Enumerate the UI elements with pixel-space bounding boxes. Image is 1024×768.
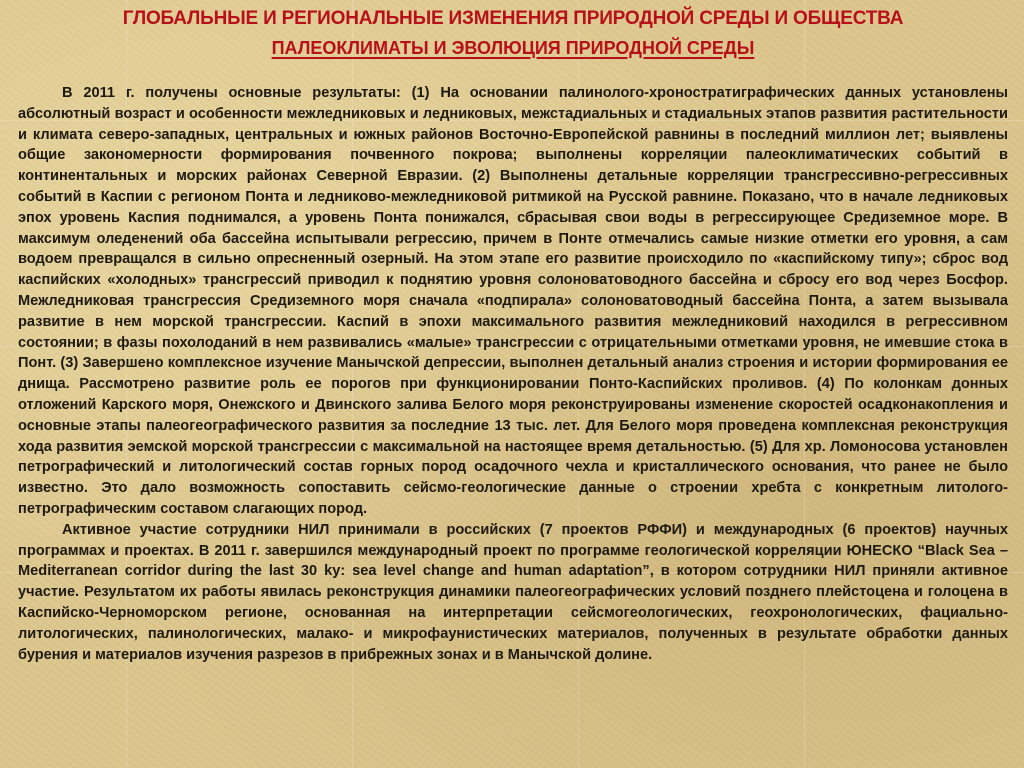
slide-subtitle-container — [18, 35, 1008, 63]
body-paragraph-results: В 2011 г. получены основные результаты: (1) На основании палинолого-хроностратиграфических данных установлены абсолютный возраст и особенности межледниковых и ледниковых, межстадиальных и стадиальных этапов развития растительности и климата северо-западных, центральных и южных районов Восточно-Европейской равнины в последний миллион лет; выявлены общие закономерности формирования почвенного покрова; выполнены корреляции палеоклиматических событий в континентальных и морских районах Северной Евразии. (2) Выполнены детальные корреляции трансгрессивно-регрессивных событий в Каспии с регионом Понта и ледниково-межледниковой ритмикой на Русской равнине. Показано, что в начале ледниковых эпох уровень Каспия поднимался, а уровень Понта понижался, сбрасывая свои воды в регрессирующее Средиземное море. В максимум оледенений оба бассейна испытывали регрессию, причем в Понте отмечались самые низкие отметки его уровня, а сам водоем превращался в сильно опресненный озерный. На этом этапе его развитие происходило по «каспийскому типу»; сброс вод каспийских «холодных» трансгрессий приводил к поднятию уровня солоноватоводного бассейна и сбросу его вод через Босфор. Межледниковая трансгрессия Средиземного моря сначала «подпирала» солоноватоводный бассейна Понта, а затем вызывала развитие в нем морской трансгрессии. Каспий в эпохи максимального развития межледниковий находился в регрессивном состоянии; в фазы похолоданий в нем развивались «малые» трансгрессии с отрицательными отметками уровня, не имевшие стока в Понт. (3) Завершено комплексное изучение Манычской депрессии, выполнен детальный анализ строения и истории формирования ее днища. Рассмотрено развитие роль ее порогов при функционировании Понто-Каспийских проливов. (4) По колонкам донных отложений Карского моря, Онежского и Двинского залива Белого моря реконструированы изменение скоростей осадконакопления и основные этапы палеогеографического развития за последние 13 тыс. лет. Для Белого моря проведена комплексная реконструкция хода развития эемской морской трансгрессии с максимальной на настоящее время детальностью. (5) Для хр. Ломоносова установлен петрографический и литологический состав горных пород осадочного чехла и кристаллического основания, что ранее не было известно. Это дало возможность сопоставить сейсмо-геологические данные о строении хребта с конкретным литолого-петрографическим составом слагающих пород. — [18, 85, 1008, 517]
slide-subtitle: ПАЛЕОКЛИМАТЫ И ЭВОЛЮЦИЯ ПРИРОДНОЙ СРЕДЫ — [271, 38, 755, 58]
slide-body — [18, 83, 1008, 665]
slide-title: ГЛОБАЛЬНЫЕ И РЕГИОНАЛЬНЫЕ ИЗМЕНЕНИЯ ПРИРОДНОЙ СРЕДЫ И ОБЩЕСТВА — [122, 8, 904, 29]
slide — [18, 6, 1008, 762]
body-paragraph-projects: Активное участие сотрудники НИЛ принимали в российских (7 проектов РФФИ) и международных (6 проектов) научных программах и проектах. В 2011 г. завершился международный проект по программе геологической корреляции ЮНЕСКО “Black Sea – Mediterranean corridor during the last 30 ky: sea level change and human adaptation”, в котором сотрудники НИЛ приняли активное участие. Результатом их работы явилась реконструкция динамики палеогеографических условий позднего плейстоцена и голоцена в Каспийско-Черноморском регионе, основанная на интерпретации сейсмогеологических, геохронологических, фациально-литологических, палинологических, малако- и микрофаунистических материалов, полученных в результате обработки данных бурения и материалов изучения разрезов в прибрежных зонах и в Манычской долине. — [18, 521, 1008, 663]
